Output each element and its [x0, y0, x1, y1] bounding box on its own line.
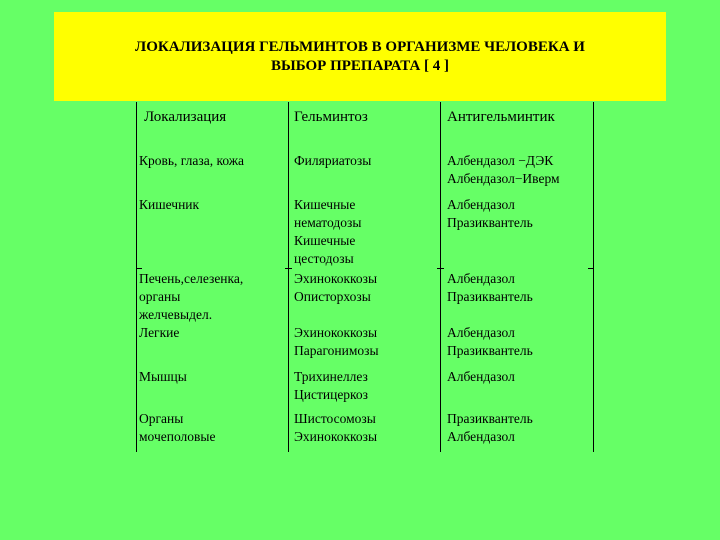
row-separator	[136, 268, 142, 269]
row4-helminthosis: Эхинококкозы Парагонимозы	[294, 325, 379, 358]
helminth-table	[136, 102, 594, 452]
row5-drug: Албендазол	[447, 369, 515, 384]
header-localization: Локализация	[144, 109, 227, 125]
title-banner	[54, 12, 666, 101]
row-separator	[437, 268, 444, 269]
row3-helminthosis: Эхинококкозы Описторхозы	[294, 271, 378, 304]
table-divider-2	[440, 102, 441, 452]
table-divider-1	[288, 102, 289, 452]
row6-localization: Органы мочеполовые	[139, 411, 216, 444]
row5-localization: Мышцы	[139, 369, 187, 384]
row3-localization: Печень,селезенка, органы желчевыдел.	[139, 271, 244, 322]
row2-localization: Кишечник	[139, 197, 200, 212]
table-border-left	[136, 102, 137, 452]
row-separator	[588, 268, 594, 269]
row4-drug: Албендазол Празиквантель	[447, 325, 533, 358]
row6-drug: Празиквантель Албендазол	[447, 411, 533, 444]
row3-drug: Албендазол Празиквантель	[447, 271, 533, 304]
header-drug: Антигельминтик	[447, 109, 555, 125]
title-line-1: ЛОКАЛИЗАЦИЯ ГЕЛЬМИНТОВ В ОРГАНИЗМЕ ЧЕЛОВЕКА И	[135, 38, 585, 55]
row5-helminthosis: Трихинеллез Цистицеркоз	[294, 369, 369, 402]
row6-helminthosis: Шистосомозы Эхинококкозы	[294, 411, 378, 444]
header-helminthosis: Гельминтоз	[294, 109, 368, 125]
row1-localization: Кровь, глаза, кожа	[139, 153, 245, 168]
table-border-right	[593, 102, 594, 452]
row-separator	[285, 268, 292, 269]
row4-localization: Легкие	[139, 325, 180, 340]
title-line-2: ВЫБОР ПРЕПАРАТА [ 4 ]	[270, 57, 450, 74]
row1-drug: Албендазол −ДЭК Албендазол−Иверм	[447, 153, 560, 186]
row2-helminthosis: Кишечные нематодозы Кишечные цестодозы	[294, 197, 362, 266]
row1-helminthosis: Филяриатозы	[294, 153, 372, 168]
row2-drug: Албендазол Празиквантель	[447, 197, 533, 230]
